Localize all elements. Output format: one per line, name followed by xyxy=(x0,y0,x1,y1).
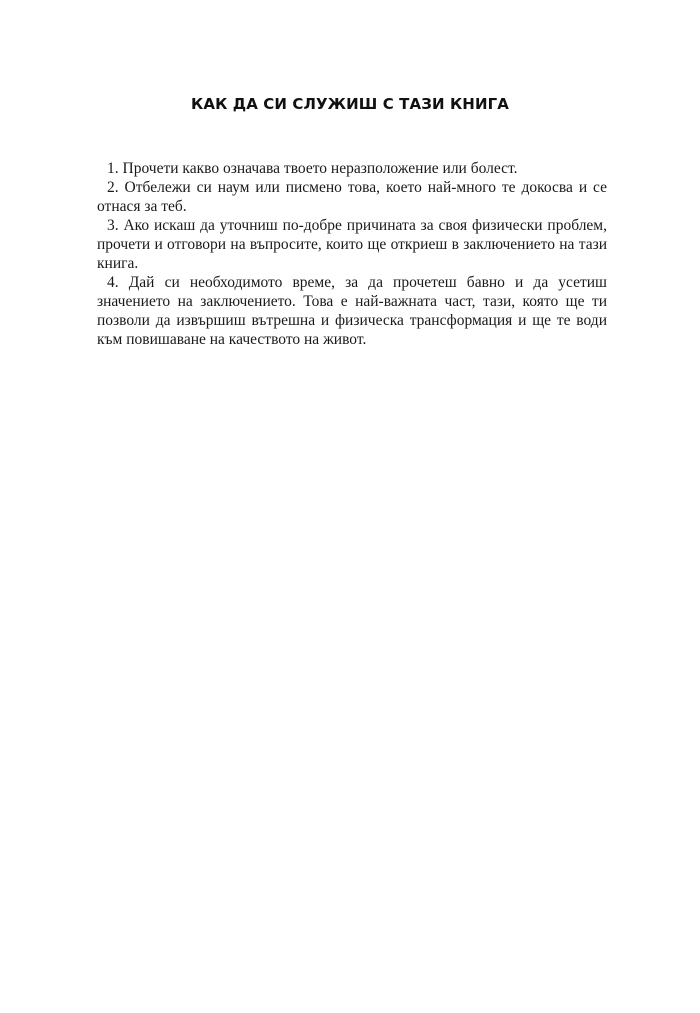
page-title: КАК ДА СИ СЛУЖИШ С ТАЗИ КНИГА xyxy=(191,95,509,113)
instruction-item-3: 3. Ако искаш да уточниш по-добре причината за своя физически проблем, прочети и отговори на въпросите, които ще откриеш в заключението на тази книга. xyxy=(97,217,607,272)
instructions-list xyxy=(97,159,607,349)
instruction-item-1: 1. Прочети какво означава твоето неразположение или болест. xyxy=(107,160,518,177)
instruction-item-4: 4. Дай си необходимото време, за да прочетеш бавно и да усетиш значението на заключението. Това е най-важната част, тази, която ще ти позволи да извършиш вътрешна и физическа трансформация и ще те води към повишаване на качеството на живот. xyxy=(97,274,607,348)
instruction-item-2: 2. Отбележи си наум или писмено това, което най-много те докосва и се отнася за теб. xyxy=(97,179,607,215)
